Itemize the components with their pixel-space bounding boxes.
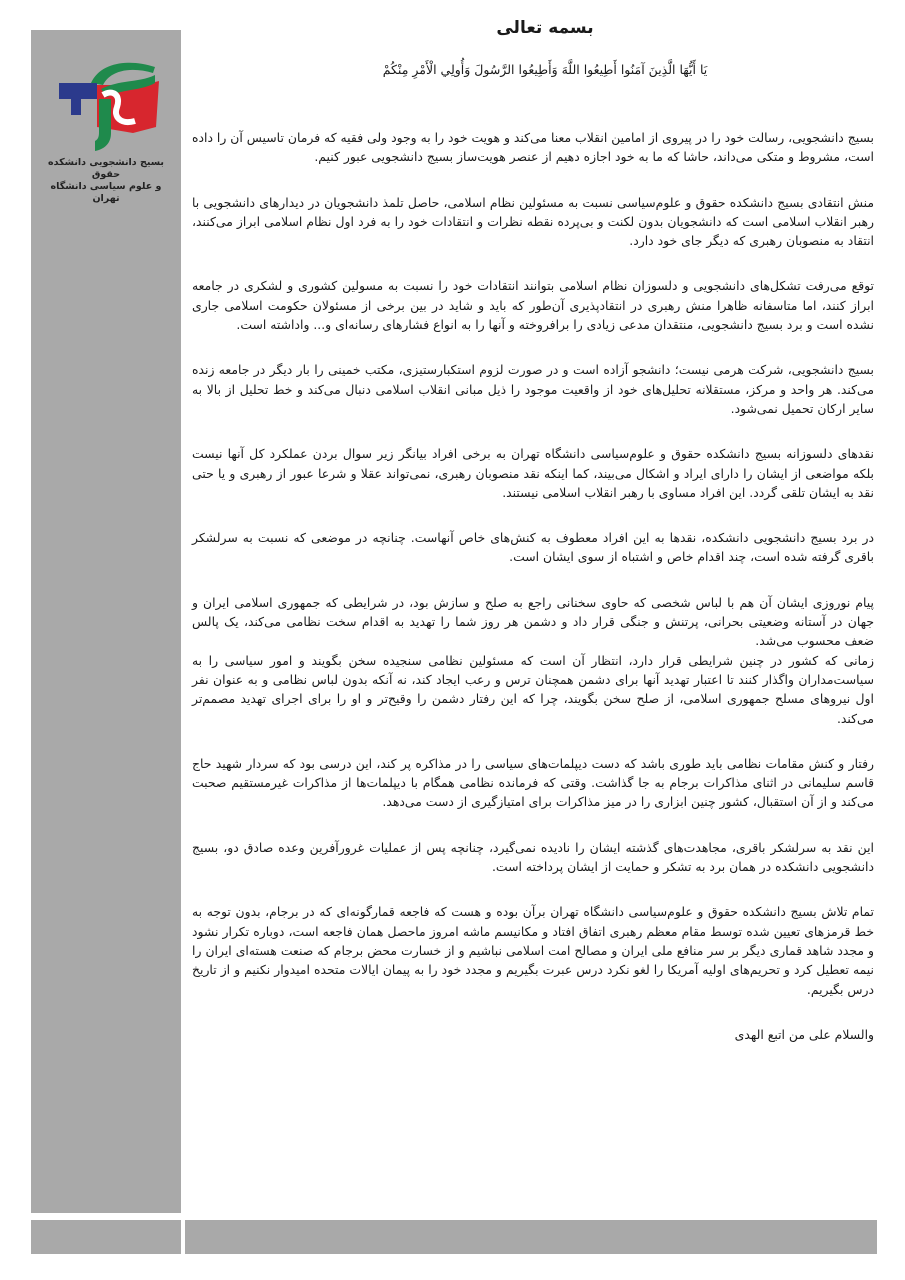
paragraph-4: بسیج دانشجویی، شرکت هرمی نیست؛ دانشجو آزاده است و در صورت لزوم استکبارستیزی، مکتب خمینی را بار دیگر در جامعه زنده می‌کند. هر واحد و مرکز، مستقلانه تحلیل‌های خود از واقعیت موجود را ذیل مبانی انقلاب اسلامی دنبال می‌کند و خط تحلیل از بالا به سایر ارکان تحمیل نمی‌شود. xyxy=(192,362,874,416)
paragraph-2: منش انتقادی بسیج دانشکده حقوق و علوم‌سیاسی نسبت به مسئولین نظام اسلامی، حاصل تلمذ دانشجویان در دیدارهای دانشجویی با رهبر انقلاب اسلامی است که دانشجویان بدون لکنت و بی‌پرده نقطه نظرات و انتقادات خود را به فرد اول نظام اسلامی ابراز می‌کنند، انتقاد به منصوبان رهبری که دیگر جای خود دارد. xyxy=(192,194,874,249)
footer-bar-left xyxy=(31,1220,181,1254)
logo-caption-line2: و علوم سیاسی دانشگاه تهران xyxy=(50,181,162,204)
paragraph-6: در برد بسیج دانشجویی دانشکده، نقدها به این افراد معطوف به کنش‌های خاص آنهاست. چنانچه در موضعی که نسبت به سرلشکر باقری گرفته شده است، چند اقدام خاص و اشتباه از سوی ایشان است. xyxy=(192,530,874,565)
logo-emblem-icon xyxy=(51,55,161,155)
statement-body xyxy=(192,128,874,1070)
footer-bar xyxy=(185,1220,877,1254)
paragraph-1: بسیج دانشجویی، رسالت خود را در پیروی از امامین انقلاب معنا می‌کند و هویت خود را به وجود ولی فقیه که فرمان تاسیس آن را داده است، مشروط و متکی می‌داند، حاشا که ما به خود اجازه دهیم از عنصر هویت‌ساز بسیج دانشجویی عبور کنیم. xyxy=(192,130,874,165)
paragraph-7: پیام نوروزی ایشان آن هم با لباس شخصی که حاوی سخنانی راجع به صلح و سازش بود، در شرایطی که جمهوری اسلامی ایران و جهان در آستانه وضعیتی بحرانی، پرتنش و جنگی قرار داد و دشمن هر روز شما را تهدید به اقدام سخت نظامی می‌کند، یک پالس ضعف محسوب می‌شد. xyxy=(192,594,874,649)
page-title: بسمه تعالی xyxy=(496,18,594,38)
paragraph-10: این نقد به سرلشکر باقری، مجاهدت‌های گذشته ایشان را نادیده نمی‌گیرد، چنانچه پس از عملیات غرورآفرین وعده صادق دو، بسیج دانشجویی دانشکده در همان برد به تشکر و حمایت از ایشان پرداخته است. xyxy=(192,839,874,875)
paragraph-8: زمانی که کشور در چنین شرایطی قرار دارد، انتظار آن است که مسئولین نظامی سنجیده سخن بگویند و امور سیاسی را به سیاست‌مداران واگذار کنند تا اعتبار تهدید آنها برای دشمن همچنان ترس و رعب ایجاد کند، نه آنکه بدون لباس نظامی و به عنوان نفر اول نیروهای مسلح جمهوری اسلامی، از صلح سخن بگویند، چرا که این رفتار دشمن را وقیح‌تر و او را برای اجرای تهدید مصمم‌تر می‌کند. xyxy=(192,652,874,726)
paragraph-9: رفتار و کنش مقامات نظامی باید طوری باشد که دست دیپلمات‌های سیاسی را در مذاکره پر کند، این درسی بود که سردار شهید حاج قاسم سلیمانی در اثنای مذاکرات برجام به جا گذاشت. وقتی که فرمانده نظامی همگام با دیپلمات‌ها از مذاکرات غیرمستقیم صحبت می‌کند و از آن استقبال، کشور چنین ابزاری را در میز مذاکرات برای امتیازگیری از دست می‌دهد. xyxy=(192,755,874,810)
paragraph-11: تمام تلاش بسیج دانشکده حقوق و علوم‌سیاسی دانشگاه تهران برآن بوده و هست که فاجعه قمارگونه‌ای که در برجام، بدون توجه به خط قرمزهای تعیین شده توسط مقام معظم رهبری اتفاق افتاد و مکانیسم ماشه امروز ماحصل همان فاجعه است، دوباره تکرار نشود و مجدد شاهد قماری دیگر بر سر منافع ملی ایران و مصالح امت اسلامی نباشیم و از خسارت محض برجام که صنعت هسته‌ای ایران را نیمه تعطیل کرد و تحریم‌های اولیه آمریکا را لغو نکرد درس عبرت بگیریم و مجدد خود را به پیمان ایالات متحده امیدوار نکنیم و از تاریخ درس بگیریم. xyxy=(192,904,874,997)
quran-verse: يَا أَيُّهَا الَّذِينَ آمَنُوا أَطِيعُوا اللَّهَ وَأَطِيعُوا الرَّسُولَ وَأُولِي الْأَمْرِ مِنْكُمْ xyxy=(382,62,708,77)
paragraph-5: نقدهای دلسوزانه بسیج دانشکده حقوق و علوم‌سیاسی دانشگاه تهران به برخی افراد بیانگر زیر سوال بردن عملکرد کل آنها نیست بلکه مواضعی از ایشان را دارای ایراد و اشکال می‌بیند، کما اینکه نقد منصوبان رهبری، نمی‌تواند عقلا و شرعا عبور از رهبری و یا حتی نقد به ایشان تلقی گردد. این افراد مساوی با رهبر انقلاب اسلامی نیستند. xyxy=(192,446,874,500)
logo-caption-line1: بسیج دانشجویی دانشکده حقوق xyxy=(48,157,164,180)
organization-logo xyxy=(44,55,168,205)
sidebar-panel xyxy=(31,30,181,1213)
closing-salutation: والسلام علی من اتبع الهدی xyxy=(734,1026,874,1042)
paragraph-3: توقع می‌رفت تشکل‌های دانشجویی و دلسوزان نظام اسلامی بتوانند انتقادات خود را نسبت به مسولین کشوری و لشکری در جامعه ابراز کنند، اما متاسفانه ظاهرا منش رهبری در انتقادپذیری آن‌طور که باید و شاید در بین برخی از مسئولان حکومت اسلامی جاری نشده است و برد بسیج دانشجویی، منتقدان مدعی زیادی را برافروخته و آنها را به انواع فشارهای رسانه‌ای و... واداشته است. xyxy=(192,278,874,333)
